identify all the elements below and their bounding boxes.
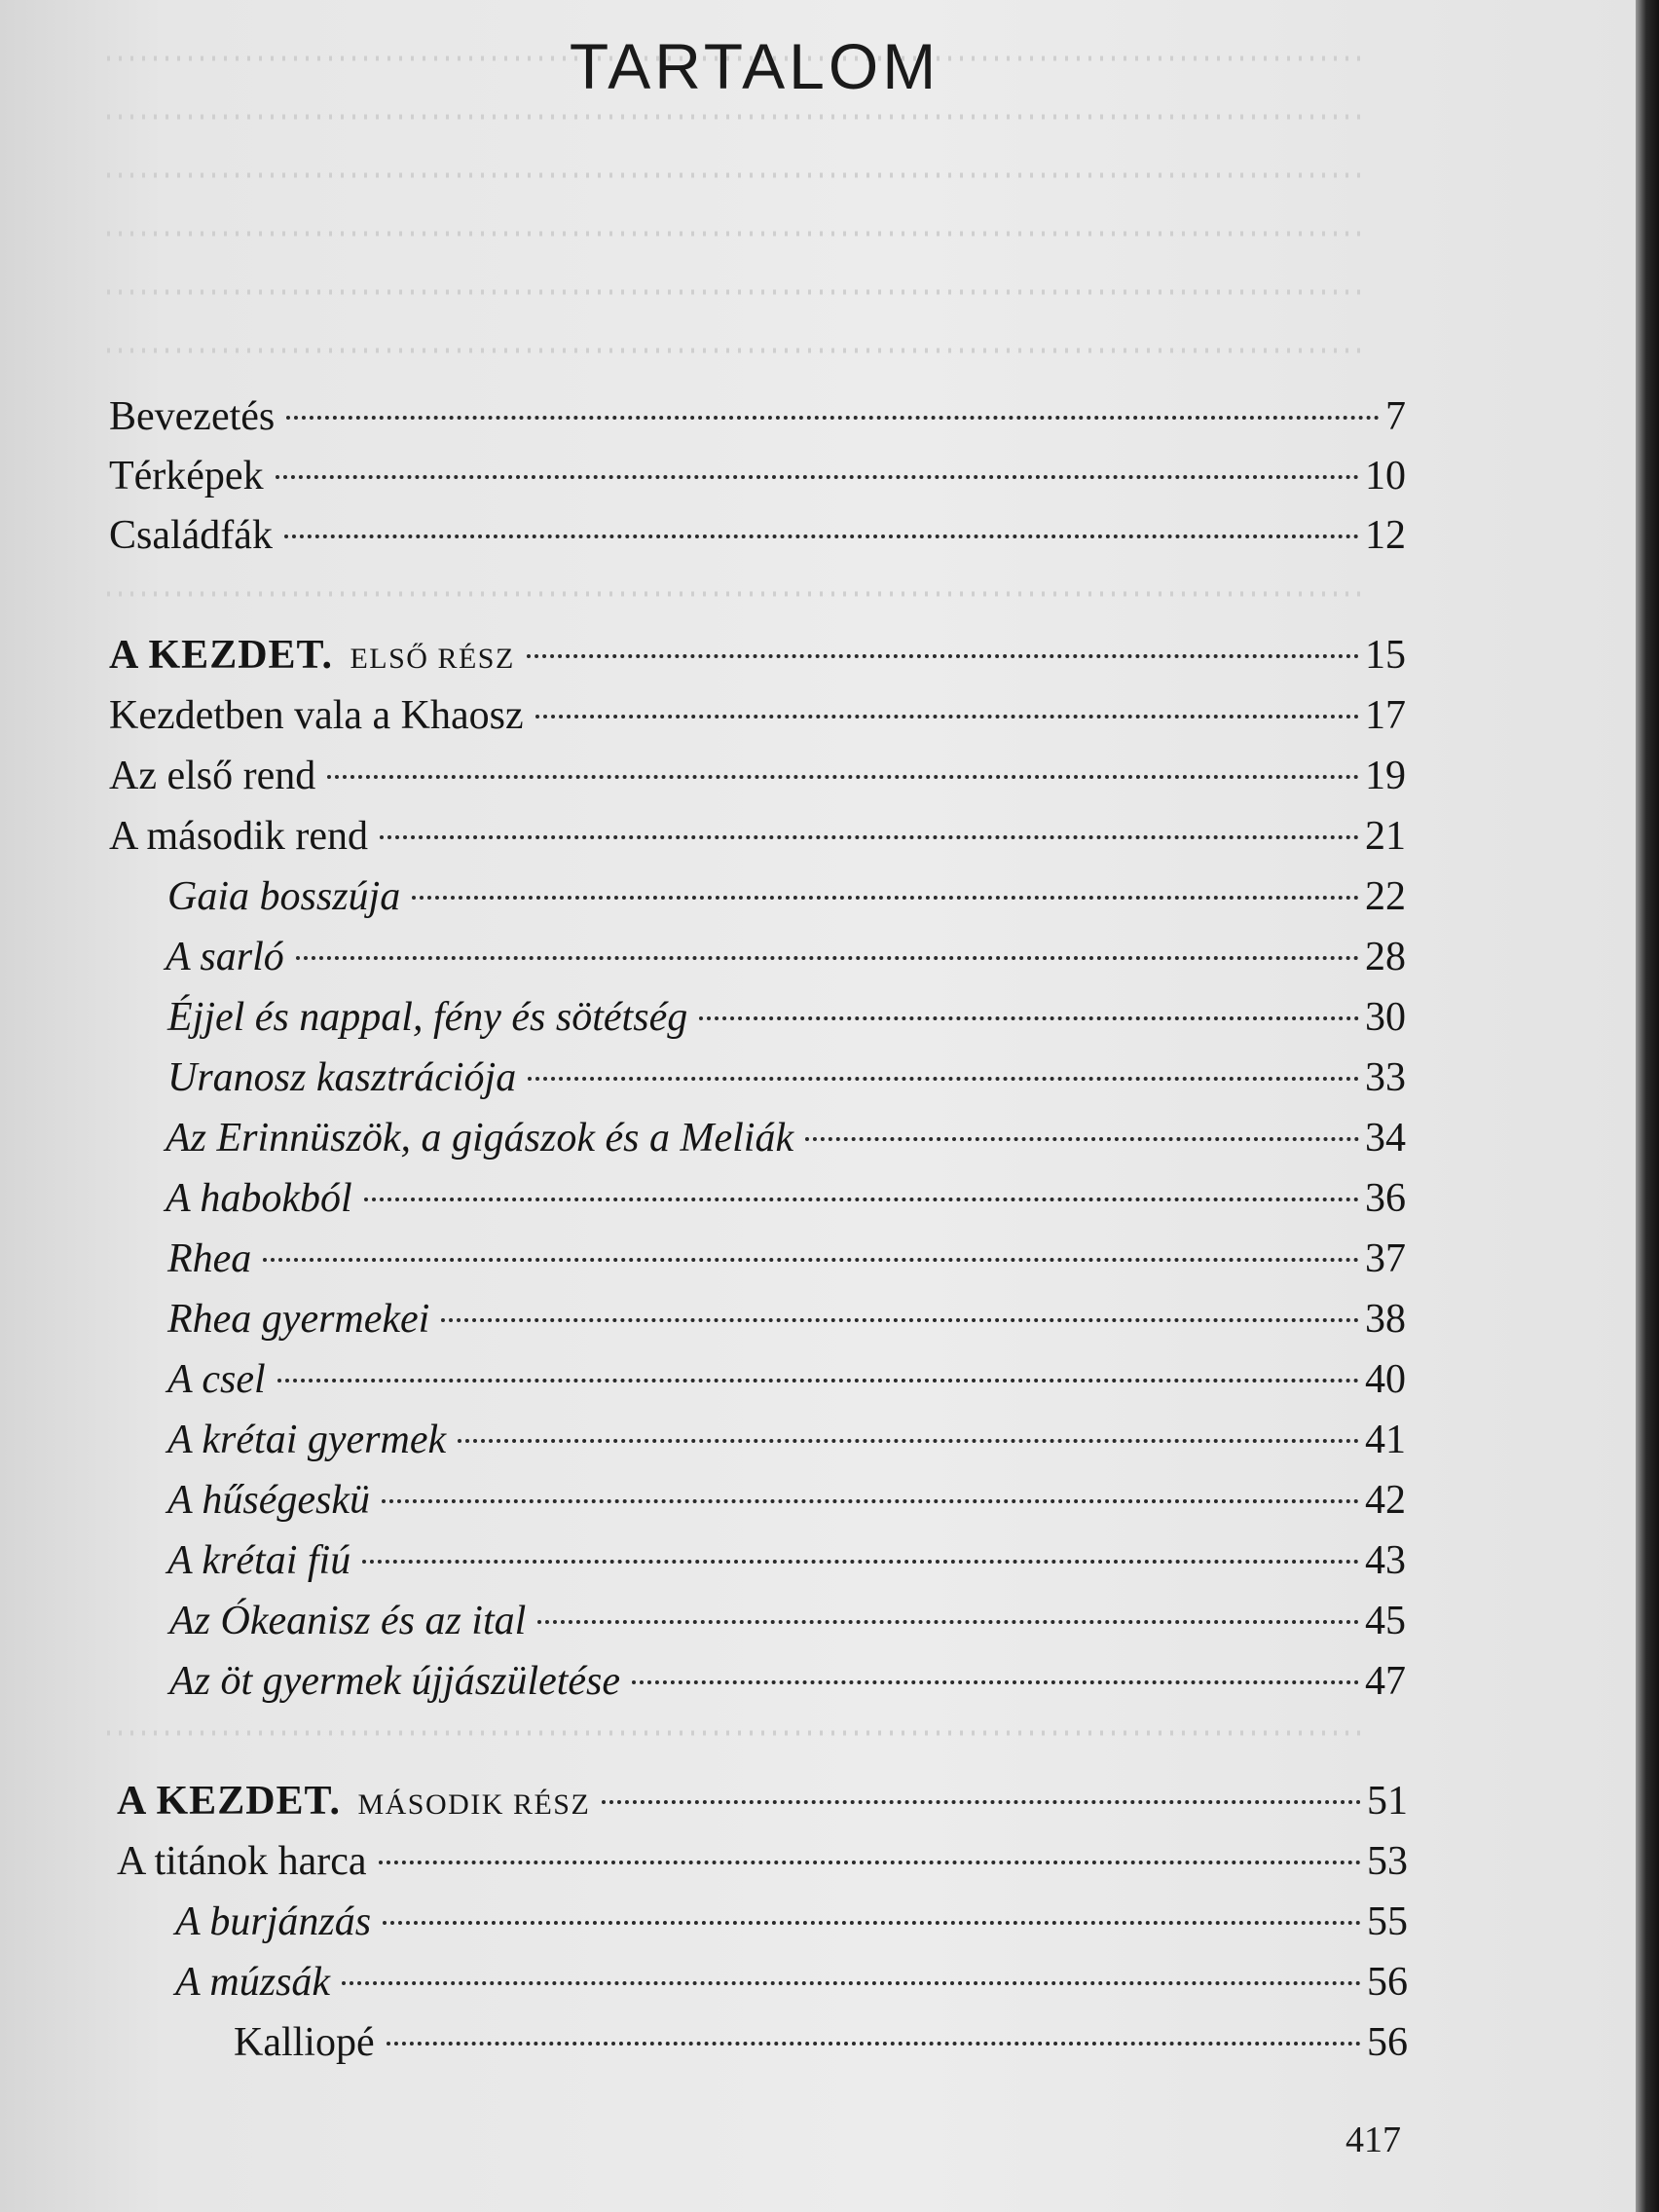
toc-entry-label: A csel — [167, 1357, 266, 1402]
toc-entry-page: 33 — [1365, 1055, 1406, 1100]
toc-entry-label: Az öt gyermek újjászületése — [169, 1659, 621, 1704]
leader-dots — [379, 1861, 1361, 1864]
leader-dots — [805, 1137, 1359, 1141]
leader-dots — [277, 1379, 1359, 1382]
leader-dots — [537, 1620, 1359, 1624]
toc-entry-page: 40 — [1365, 1357, 1406, 1402]
leader-dots — [383, 1921, 1361, 1925]
toc-section — [167, 1354, 1406, 1405]
toc-chapter — [109, 811, 1406, 862]
toc-entry-page: 7 — [1385, 394, 1406, 439]
leader-dots — [458, 1439, 1359, 1443]
toc-part-heading-1 — [109, 630, 1406, 684]
toc-entry-label: A titánok harca — [117, 1839, 367, 1884]
toc-entry-label: Rhea gyermekei — [167, 1297, 430, 1342]
toc-entry-page: 42 — [1365, 1478, 1406, 1523]
toc-entry-label: Kalliopé — [234, 2020, 375, 2065]
part-heading — [109, 630, 515, 684]
toc-entry-label: Éjjel és nappal, fény és sötétség — [167, 995, 688, 1040]
toc-section — [175, 1897, 1408, 1947]
leader-dots — [441, 1318, 1359, 1322]
toc-entry-terkepek — [109, 451, 1406, 501]
leader-dots — [382, 1499, 1359, 1503]
toc-entry-page: 47 — [1365, 1659, 1406, 1704]
toc-entry-page: 37 — [1365, 1236, 1406, 1281]
toc-entry-page: 56 — [1367, 1960, 1408, 2005]
toc-entry-label: Kezdetben vala a Khaosz — [109, 693, 524, 738]
toc-section — [175, 1957, 1408, 2008]
leader-dots — [699, 1016, 1359, 1020]
toc-entry-page: 56 — [1367, 2020, 1408, 2065]
toc-entry-page: 43 — [1365, 1538, 1406, 1583]
toc-entry-page: 38 — [1365, 1297, 1406, 1342]
toc-chapter — [109, 751, 1406, 801]
toc-entry-page: 53 — [1367, 1839, 1408, 1884]
toc-entry-page: 15 — [1365, 633, 1406, 678]
toc-entry-label: A krétai fiú — [167, 1538, 351, 1583]
toc-entry-label: A második rend — [109, 814, 368, 859]
toc-entry-page: 45 — [1365, 1599, 1406, 1643]
toc-entry-bevezetes — [109, 391, 1406, 442]
leader-dots — [527, 654, 1359, 658]
toc-entry-page: 41 — [1365, 1418, 1406, 1462]
leader-dots — [535, 715, 1359, 719]
toc-section — [169, 1596, 1406, 1646]
leader-dots — [276, 475, 1359, 479]
toc-entry-label: A sarló — [166, 935, 284, 979]
toc-entry-label: Az első rend — [109, 754, 316, 798]
toc-entry-page: 12 — [1365, 513, 1406, 558]
toc-entry-label: Gaia bosszúja — [167, 874, 401, 919]
toc-entry-label: A múzsák — [175, 1960, 331, 2005]
toc-entry-label: Az Erinnüszök, a gigászok és a Meliák — [166, 1116, 794, 1161]
toc-part-heading-2 — [117, 1776, 1408, 1830]
toc-entry-page: 10 — [1365, 454, 1406, 498]
toc-section — [169, 1656, 1406, 1707]
toc-section — [167, 1052, 1406, 1103]
toc-entry-label: Térképek — [109, 454, 264, 498]
leader-dots — [362, 1560, 1359, 1564]
page-title: TARTALOM — [569, 30, 940, 102]
toc-entry-page: 17 — [1365, 693, 1406, 738]
toc-section — [167, 1535, 1406, 1586]
toc-entry-label: Családfák — [109, 513, 273, 558]
toc-entry-page: 19 — [1365, 754, 1406, 798]
leader-dots — [342, 1981, 1361, 1985]
leader-dots — [296, 956, 1359, 960]
toc-section — [167, 1234, 1406, 1284]
toc-entry-page: 55 — [1367, 1899, 1408, 1944]
toc-entry-label: A burjánzás — [175, 1899, 372, 1944]
toc-entry-page: 51 — [1367, 1779, 1408, 1824]
leader-dots — [528, 1077, 1359, 1081]
part-title: A KEZDET. — [109, 633, 333, 678]
part-heading — [117, 1776, 590, 1830]
toc-section — [166, 1113, 1406, 1163]
toc-entry-page: 28 — [1365, 935, 1406, 979]
toc-entry-label: Uranosz kasztrációja — [167, 1055, 517, 1100]
toc-subsection — [234, 2017, 1408, 2068]
part-subtitle: MÁSODIK RÉSZ — [357, 1788, 591, 1821]
toc-section — [166, 932, 1406, 982]
toc-entry-label: Az Ókeanisz és az ital — [169, 1599, 527, 1643]
toc-entry-page: 34 — [1365, 1116, 1406, 1161]
toc-section — [167, 871, 1406, 922]
leader-dots — [632, 1680, 1359, 1684]
leader-dots — [412, 896, 1359, 900]
toc-entry-page: 36 — [1365, 1176, 1406, 1221]
leader-dots — [380, 835, 1359, 839]
leader-dots — [263, 1258, 1359, 1262]
toc-chapter — [109, 690, 1406, 741]
leader-dots — [284, 535, 1359, 538]
page-number: 417 — [1346, 2120, 1401, 2160]
toc-section — [167, 1294, 1406, 1345]
toc-entry-label: A krétai gyermek — [167, 1418, 447, 1462]
toc-entry-page: 22 — [1365, 874, 1406, 919]
toc-entry-label: A habokból — [166, 1176, 352, 1221]
toc-section — [167, 1475, 1406, 1526]
leader-dots — [602, 1800, 1361, 1804]
toc-section — [166, 1173, 1406, 1224]
leader-dots — [327, 775, 1359, 779]
leader-dots — [286, 416, 1380, 420]
toc-entry-label: A hűségeskü — [167, 1478, 371, 1523]
part-title: A KEZDET. — [117, 1779, 341, 1824]
toc-entry-page: 21 — [1365, 814, 1406, 859]
toc-section — [167, 1415, 1406, 1465]
part-subtitle: ELSŐ RÉSZ — [350, 643, 515, 675]
toc-entry-label: Bevezetés — [109, 394, 276, 439]
leader-dots — [387, 2042, 1361, 2046]
toc-entry-page: 30 — [1365, 995, 1406, 1040]
toc-section — [167, 992, 1406, 1043]
toc-entry-csaladfak — [109, 510, 1406, 561]
leader-dots — [364, 1198, 1359, 1201]
toc-chapter — [117, 1836, 1408, 1887]
toc-entry-label: Rhea — [167, 1236, 252, 1281]
